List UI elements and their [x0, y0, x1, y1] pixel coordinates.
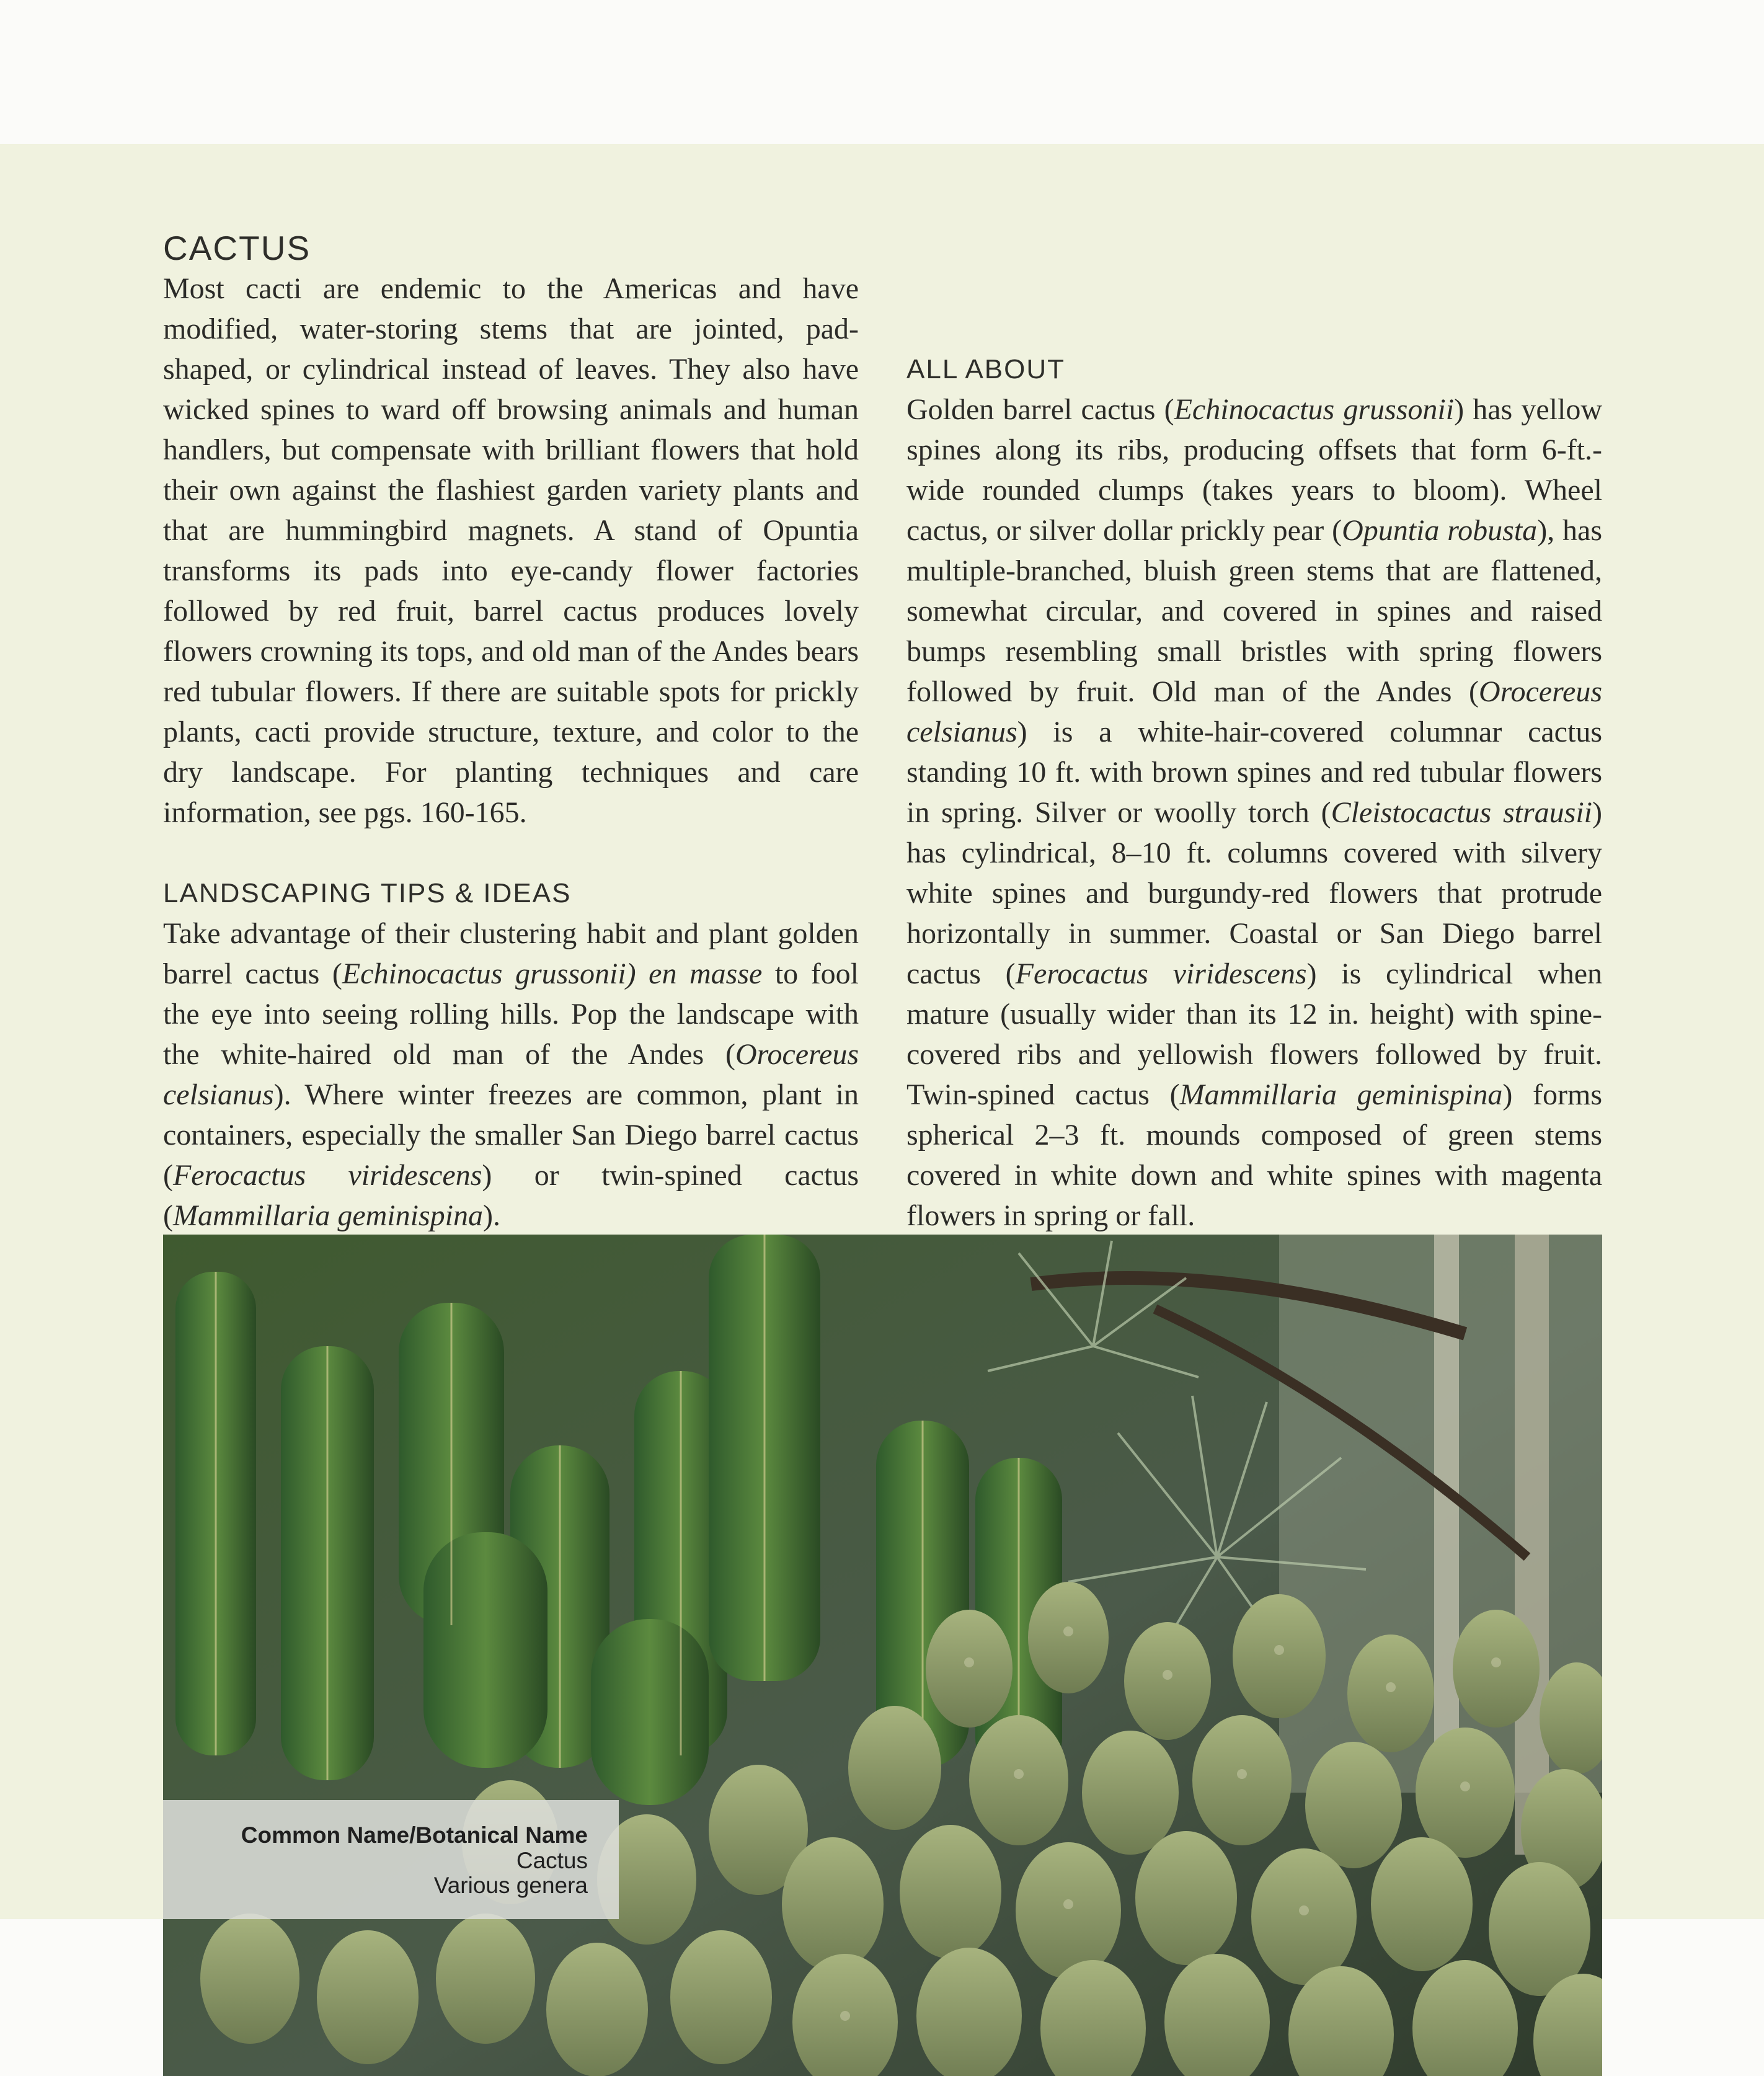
cactus-intro-paragraph: Most cacti are endemic to the Americas and have modified, water-storing stems that are jointed, pad-shaped, or cylindrical instead of leaves. They also have wicked spines to ward off browsing animals and human handlers, but compensate with brilliant flowers that hold their own against the flashiest garden variety plants and that are hummingbird magnets. A stand of Opuntia transforms its pads into eye-candy flower factories followed by red fruit, barrel cactus produces lovely flowers crowning its tops, and old man of the Andes bears red tubular flowers. If there are suitable spots for prickly plants, cacti provide structure, texture, and color to the dry landscape. For planting techniques and care information, see pgs. 160-165.	[163, 272, 859, 829]
caption-botanical-name: Various genera	[433, 1873, 588, 1898]
cactus-garden-photo	[163, 1235, 1602, 2076]
caption-common-name: Cactus	[516, 1848, 588, 1873]
cactus-photo-illustration	[163, 1235, 1602, 2076]
caption-heading: Common Name/Botanical Name	[241, 1822, 588, 1848]
photo-caption-box	[163, 1800, 619, 1919]
landscaping-paragraph: Take advantage of their clustering habit and plant golden barrel cactus (Echinocactus grussonii) en masse to fool the eye into seeing rolling hills. Pop the landscape with the white-haired old man of the Andes (Orocereus celsianus). Where winter freezes are common, plant in containers, especially the smaller San Diego barrel cactus (Ferocactus viridescens) or twin-spined cactus (Mammillaria geminispina).	[163, 917, 859, 1232]
landscaping-heading: LANDSCAPING TIPS & IDEAS	[163, 878, 572, 908]
continued-text-spacer	[906, 228, 1602, 309]
about-heading: ALL ABOUT	[906, 354, 1066, 384]
left-column	[163, 228, 859, 1236]
cactus-heading: CACTUS	[163, 229, 311, 267]
right-column	[906, 228, 1602, 1236]
about-paragraph: Golden barrel cactus (Echinocactus grussonii) has yellow spines along its ribs, producing offsets that form 6-ft.-wide rounded clumps (takes years to bloom). Wheel cactus, or silver dollar prickly pear (Opuntia robusta), has multiple-branched, bluish green stems that are flattened, somewhat circular, and covered in spines and raised bumps resembling small bristles with spring flowers followed by fruit. Old man of the Andes (Orocereus celsianus) is a white-hair-covered columnar cactus standing 10 ft. with brown spines and red tubular flowers in spring. Silver or woolly torch (Cleistocactus strausii) has cylindrical, 8–10 ft. columns covered with silvery white spines and burgundy-red flowers that protrude horizontally in summer. Coastal or San Diego barrel cactus (Ferocactus viridescens) is cylindrical when mature (usually wider than its 12 in. height) with spine-covered ribs and yellowish flowers followed by fruit. Twin-spined cactus (Mammillaria geminispina) forms spherical 2–3 ft. mounds composed of green stems covered in white down and white spines with magenta flowers in spring or fall.	[906, 393, 1603, 1232]
